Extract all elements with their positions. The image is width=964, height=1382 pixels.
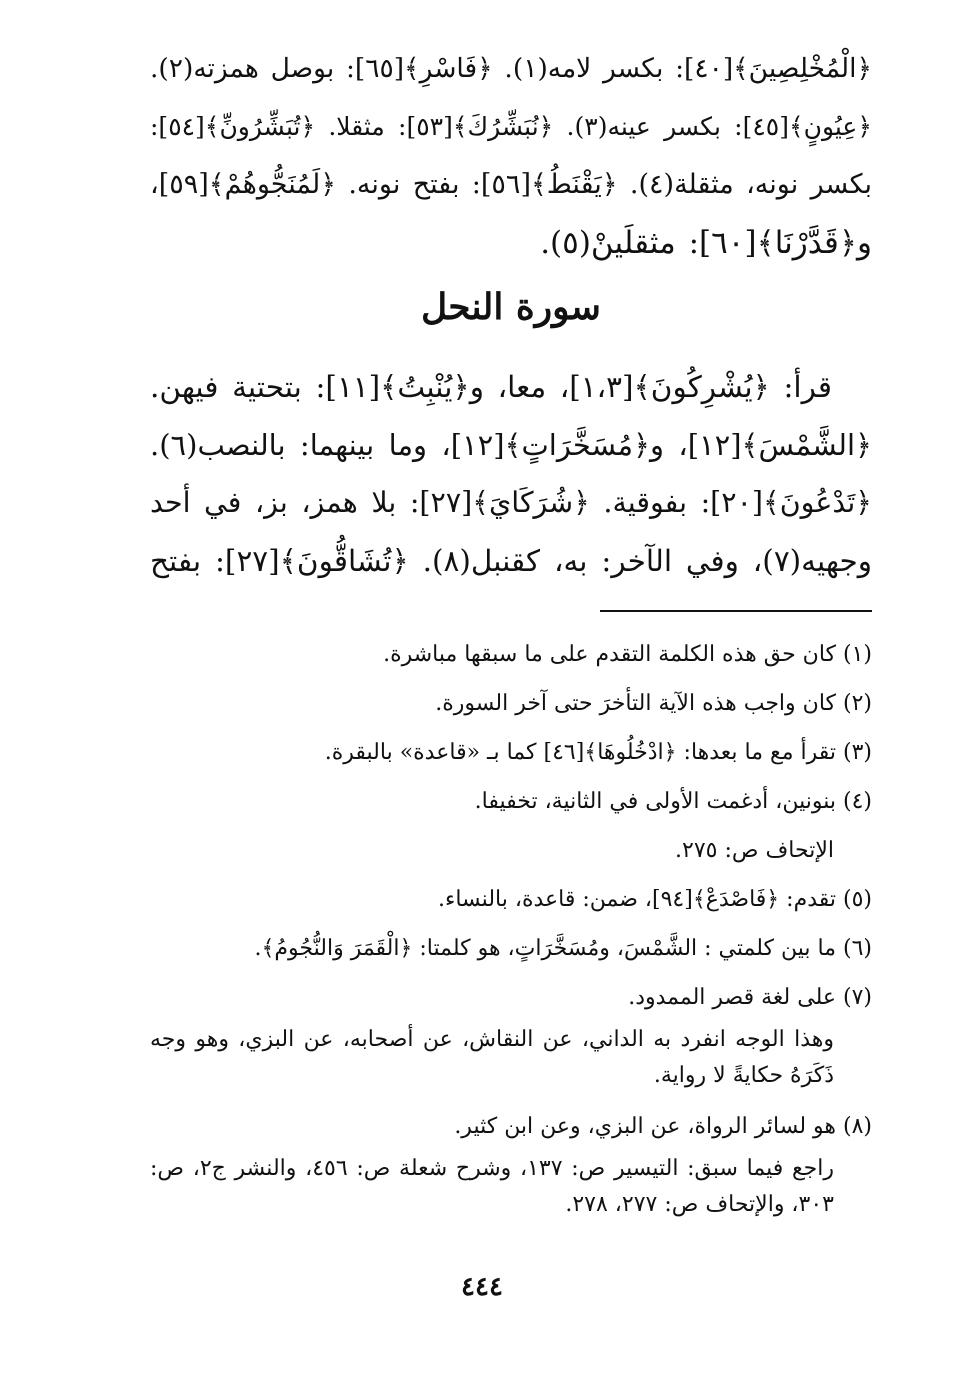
text-line: بكسر نونه، مثقلة(٤). ﴿يَقْنَطُ﴾[٥٦]: بفتح نونه. ﴿لَمُنَجُّوهُمْ﴾[٥٩]، — [150, 169, 872, 200]
footnote-continuation: وهذا الوجه انفرد به الداني، عن النقاش، عن أصحابه، عن البزي، وهو وجه ذَكَرَهُ حكايةً لا رواية. — [150, 1027, 834, 1088]
text-line: ﴿عِيُونٍ﴾[٤٥]: بكسر عينه(٣). ﴿نُبَشِّرُكَ﴾[٥٣]: مثقلا. ﴿تُبَشِّرُونِّ﴾[٥٤]: — [150, 112, 872, 141]
text-line: و﴿قَدَّرْنَا﴾[٦٠]: مثقلَينْ(٥). — [540, 225, 872, 261]
footnote-reference: الإتحاف ص: ٢٧٥. — [675, 838, 834, 863]
text-line: قرأ: ﴿يُشْرِكُونَ﴾[١،٣]، معا، و﴿يُنْبِتُ﴾[١١]: بتحتية فيهن. — [150, 370, 832, 404]
page-number: ٤٤٤ — [461, 1272, 503, 1302]
text-line: ﴿تَدْعُونَ﴾[٢٠]: بفوقية. ﴿شُرَكَايَ﴾[٢٧]: بلا همز، بز، في أحد — [150, 486, 872, 519]
surah-body-text — [150, 358, 872, 590]
footnote: (٧) على لغة قصر الممدود. — [628, 985, 872, 1010]
footnotes — [150, 630, 872, 1231]
text-line: ﴿الشَّمْسَ﴾[١٢]، و﴿مُسَخَّرَاتٍ﴾[١٢]، وما بينهما: بالنصب(٦). — [150, 428, 872, 462]
footnote: (٦) ما بين كلمتي : الشَّمْسَ، ومُسَخَّرَاتٍ، هو كلمتا: ﴿الْقَمَرَ وَالنُّجُومُ﴾. — [254, 936, 872, 961]
previous-surah-text — [150, 40, 872, 272]
footnote: (٤) بنونين، أدغمت الأولى في الثانية، تخفيفا. — [474, 789, 872, 814]
text-line: وجهيه(٧)، وفي الآخر: به، كقنبل(٨). ﴿تُشَاقُّونَ﴾[٢٧]: بفتح — [150, 544, 872, 578]
footnote-continuation: راجع فيما سبق: التيسير ص: ١٣٧، وشرح شعلة ص: ٤٥٦، والنشر ج٢، ص: ٣٠٣، والإتحاف ص: ٢٧٧، ٢٧٨. — [150, 1156, 834, 1217]
footnote: (٣) تقرأ مع ما بعدها: ﴿ادْخُلُوهَا﴾[٤٦] كما بـ «قاعدة» بالبقرة. — [324, 740, 872, 765]
text-line: ﴿الْمُخْلِصِينَ﴾[٤٠]: بكسر لامه(١). ﴿فَاسْرِ﴾[٦٥]: بوصل همزته(٢). — [150, 53, 872, 84]
footnote: (٨) هو لسائر الرواة، عن البزي، وعن ابن كثير. — [454, 1114, 872, 1139]
footnote: (١) كان حق هذه الكلمة التقدم على ما سبقها مباشرة. — [383, 642, 872, 667]
footnote-separator — [600, 610, 872, 612]
surah-title: سورة النحل — [421, 286, 601, 328]
footnote: (٢) كان واجب هذه الآية التأخرَ حتى آخر السورة. — [435, 691, 872, 716]
footnote: (٥) تقدم: ﴿فَاصْدَعْ﴾[٩٤]، ضمن: قاعدة، بالنساء. — [438, 887, 872, 912]
